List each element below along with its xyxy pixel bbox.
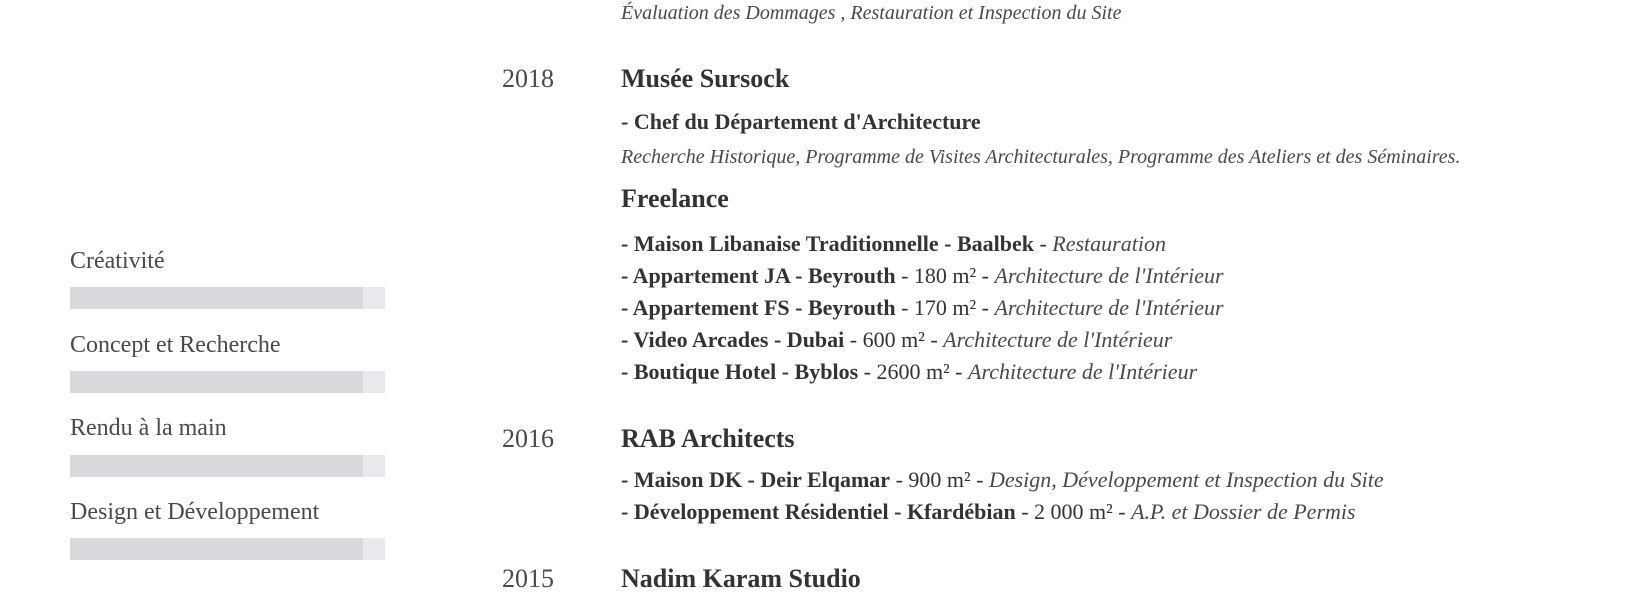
skill-bar-fill: [70, 538, 363, 560]
org-freelance: Freelance: [621, 184, 729, 213]
skill-label-rendu: Rendu à la main: [70, 415, 227, 441]
role-detail: Recherche Historique, Programme de Visites Architecturales, Programme des Ateliers et des Séminaires.: [621, 146, 1461, 168]
skill-bar-creativite: [70, 287, 385, 309]
role-title: - Chef du Département d'Architecture: [621, 109, 981, 134]
list-item: - Appartement FS - Beyrouth - 170 m² - Architecture de l'Intérieur: [621, 295, 1224, 320]
list-item: - Boutique Hotel - Byblos - 2600 m² - Architecture de l'Intérieur: [621, 359, 1198, 384]
skill-bar-fill: [70, 371, 363, 393]
skill-bar-concept: [70, 371, 385, 393]
skill-bar-design: [70, 538, 385, 560]
list-item: - Appartement JA - Beyrouth - 180 m² - Architecture de l'Intérieur: [621, 263, 1224, 288]
skill-bar-fill: [70, 455, 363, 477]
skill-bar-rendu: [70, 455, 385, 477]
year-2018: 2018: [502, 64, 554, 93]
org-musee-sursock: Musée Sursock: [621, 64, 790, 93]
skill-bar-fill: [70, 287, 363, 309]
list-item: - Video Arcades - Dubai - 600 m² - Architecture de l'Intérieur: [621, 327, 1173, 352]
year-2015: 2015: [502, 564, 554, 593]
year-2016: 2016: [502, 424, 554, 453]
skill-label-design: Design et Développement: [70, 499, 320, 525]
list-item: - Maison DK - Deir Elqamar - 900 m² - Design, Développement et Inspection du Site: [621, 467, 1384, 492]
top-subtitle: Évaluation des Dommages , Restauration et Inspection du Site: [621, 2, 1122, 24]
org-rab-architects: RAB Architects: [621, 424, 795, 453]
list-item: - Maison Libanaise Traditionnelle - Baalbek - Restauration: [621, 231, 1166, 256]
skill-label-creativite: Créativité: [70, 248, 165, 274]
org-nadim-karam: Nadim Karam Studio: [621, 564, 861, 593]
list-item: - Développement Résidentiel - Kfardébian - 2 000 m² - A.P. et Dossier de Permis: [621, 499, 1356, 524]
skill-label-concept: Concept et Recherche: [70, 332, 281, 358]
